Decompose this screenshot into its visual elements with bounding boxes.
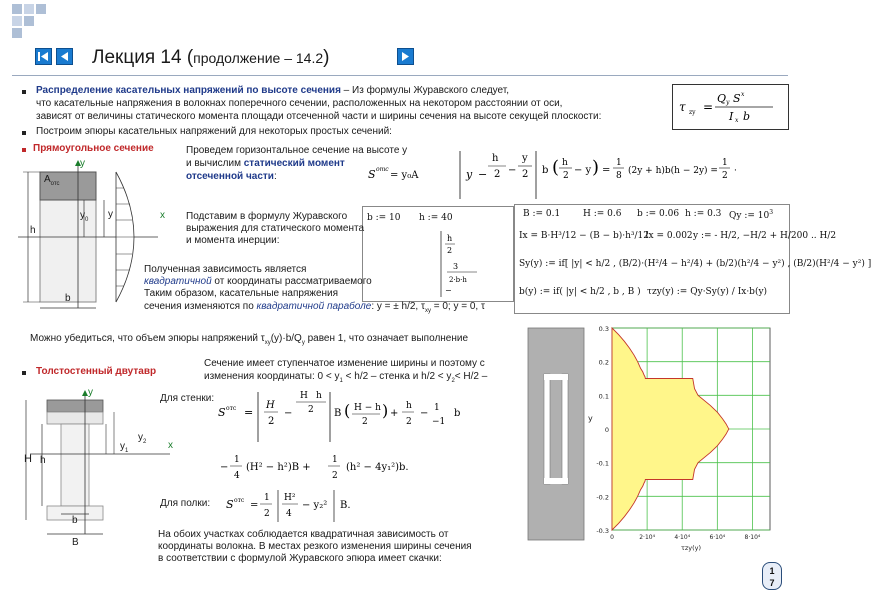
rect-y-label: y — [108, 209, 113, 220]
svg-text:1: 1 — [234, 455, 240, 465]
bullet — [22, 371, 26, 375]
prev-arrow-icon — [57, 49, 72, 64]
ibeam-text-2: изменения координаты: $0 < y_1 < h/2$ – стенка и $h/2 < y_2< H/2$ – — [204, 371, 488, 384]
svg-text:H: H — [300, 391, 308, 401]
decor-square — [12, 4, 22, 14]
intro-line-4: Построим эпюры касательных напряжений для некоторых простых сечений: — [36, 126, 392, 137]
chart-xtick-label: 6·10⁴ — [709, 534, 726, 541]
rect-text-7: Полученная зависимость является — [144, 264, 307, 275]
svg-text:): ) — [382, 401, 389, 420]
svg-text:2: 2 — [268, 416, 275, 427]
svg-text:B.: B. — [340, 500, 351, 511]
svg-text:1: 1 — [434, 403, 440, 413]
rect-text-6: и момента инерции: — [186, 235, 280, 246]
svg-text:−: − — [508, 165, 517, 176]
svg-text:2: 2 — [308, 405, 314, 415]
svg-text:−: − — [220, 462, 229, 473]
svg-text:h: h — [316, 391, 322, 401]
svg-text:x: x — [735, 117, 739, 124]
ibeam-conclusion-1: На обоих участках соблюдается квадратичная зависимость от — [158, 529, 449, 540]
svg-text:S: S — [368, 168, 376, 181]
svg-text:= y₀A: = y₀A — [390, 170, 419, 181]
decor-square — [36, 4, 46, 14]
rect-axis-x: x — [160, 210, 165, 221]
rect-text-1: Проведем горизонтальное сечение на высоте y — [186, 145, 408, 156]
ibeam-section-label: Толстостенный двутавр — [36, 366, 157, 377]
mathcad-Ix-formula: Ix = B·H³/12 − (B − b)·h³/12 — [519, 231, 649, 241]
svg-text:H²: H² — [284, 493, 296, 503]
svg-text:=: = — [250, 500, 259, 511]
rect-y0-label: $y_0$ — [80, 210, 89, 223]
svg-text:B: B — [334, 408, 342, 419]
ibeam-H-label: H — [24, 453, 32, 465]
ibeam-axis-y: y — [88, 387, 93, 398]
first-slide-icon — [36, 49, 51, 64]
svg-text:2: 2 — [494, 169, 501, 180]
svg-text:4: 4 — [234, 471, 240, 481]
mathcad-main-region — [514, 204, 871, 314]
ibeam-b-label: b — [72, 515, 78, 526]
zhuravsky-formula-graphic — [673, 85, 788, 129]
chart-ylabel: y — [588, 414, 593, 423]
decor-square — [24, 16, 34, 26]
mathcad-Sy: Sy(y) := if[ |y| < h/2 , (B/2)·(H²/4 − h²/4) + (b/2)(h²/4 − y²) , (B/2)(H²/4 − y²) ] — [519, 259, 871, 269]
mathcad-B-def: B := 0.1 — [523, 209, 561, 219]
mathcad-small-region — [362, 206, 514, 302]
decor-square — [24, 4, 34, 14]
svg-text:−: − — [420, 408, 429, 419]
svg-text:2: 2 — [332, 471, 338, 481]
svg-text:отс: отс — [376, 166, 389, 173]
rect-text-3: отсеченной части: — [186, 171, 277, 182]
mathcad-y-range: y := - H/2, −H/2 + H/200 .. H/2 — [693, 231, 837, 241]
chart-xtick-label: 8·10⁴ — [744, 534, 761, 541]
formula-tau: τ — [679, 100, 686, 114]
svg-text:− y: − y — [574, 165, 592, 176]
ibeam-conclusion-2: координаты волокна. В местах резкого изменения ширины сечения — [158, 541, 472, 552]
svg-text:1: 1 — [264, 493, 270, 503]
chart-xtick-label: 2·10⁴ — [639, 534, 655, 541]
next-slide-button[interactable] — [397, 48, 414, 65]
svg-text:2: 2 — [406, 417, 412, 427]
page-number: 1 7 — [762, 562, 782, 590]
svg-text:2: 2 — [447, 246, 453, 255]
mathcad-by: b(y) := if( |y| < h/2 , b , B ) — [519, 287, 641, 297]
svg-text:1: 1 — [332, 455, 338, 465]
ibeam-text-1: Сечение имеет ступенчатое изменение ширины и поэтому с — [204, 358, 485, 369]
svg-text:y: y — [522, 153, 528, 164]
rect-text-11: Можно убедиться, что объем эпюры напряжений $\tau_{xy}(y)\cdot b/Q_y$ равен 1, что означает выполнение — [30, 333, 469, 346]
svg-text:S: S — [733, 92, 741, 105]
page-title: Лекция 14 (продолжение – 14.2) — [92, 47, 330, 68]
chart-ytick-label: 0.3 — [598, 325, 609, 333]
svg-text:S: S — [226, 498, 234, 511]
rect-text-9: Таким образом, касательные напряжения — [144, 288, 339, 299]
intro-line-3: зависят от величины статического момента площади отсеченной части и ширины сечения на высоте секущей плоскости: — [36, 111, 602, 122]
svg-text:y: y — [726, 99, 730, 106]
mathcad-tau: τzy(y) := Qy·Sy(y) / Ix·b(y) — [647, 287, 768, 297]
next-arrow-icon — [398, 49, 413, 64]
svg-text:2·b·h: 2·b·h — [449, 276, 467, 284]
svg-text:2: 2 — [563, 171, 569, 181]
svg-text:отс: отс — [234, 497, 245, 504]
rect-text-10: сечения изменяются по квадратичной параболе: y = ± h/2, $\tau_{xy} = 0$; y = 0, τ — [144, 301, 485, 314]
tau-distribution-chart — [584, 318, 790, 558]
rect-text-2: и вычислим статический момент — [186, 158, 345, 169]
svg-text:·: · — [734, 166, 737, 176]
first-slide-button[interactable] — [35, 48, 52, 65]
svg-text:(H² − h²)B +: (H² − h²)B + — [246, 462, 311, 473]
formula-b: b — [743, 110, 751, 123]
decor-square — [12, 16, 22, 26]
bullet — [22, 131, 26, 135]
ibeam-axis-x: x — [168, 440, 173, 451]
svg-text:(2y + h)b(h − 2y) =: (2y + h)b(h − 2y) = — [628, 166, 718, 176]
svg-text:H: H — [266, 400, 275, 411]
svg-text:− y₂²: − y₂² — [302, 500, 328, 511]
ibeam-y2-label: $y_2$ — [138, 432, 147, 445]
svg-text:h: h — [447, 234, 453, 243]
mathcad-Ix-value: Ix = 0.002 — [645, 231, 693, 241]
svg-text:=: = — [703, 100, 714, 114]
intro-line-1: Распределение касательных напряжений по высоте сечения – Из формулы Журавского следует, — [36, 85, 510, 96]
svg-text:+: + — [390, 408, 399, 419]
chart-ytick-label: -0.3 — [596, 527, 609, 535]
chart-xlabel: τzy(y) — [680, 544, 702, 552]
svg-text:h: h — [406, 401, 412, 411]
chart-xtick-label: 0 — [610, 534, 614, 541]
ibeam-y1-label: $y_1$ — [120, 441, 129, 454]
intro-line-2: что касательные напряжения в волокнах поперечного сечении, расположенных на некотором расстоянии от оси, — [36, 98, 563, 109]
svg-text:−: − — [445, 286, 452, 295]
rect-area-label: $A_{отс}$ — [44, 174, 60, 187]
zhuravsky-formula — [672, 84, 789, 130]
svg-text:S: S — [218, 406, 226, 419]
chart-ytick-label: -0.1 — [596, 459, 609, 468]
mathcad-h-def: h := 40 — [419, 213, 453, 223]
formula-num: Q — [717, 92, 727, 105]
rect-section-label: Прямоугольное сечение — [33, 143, 154, 154]
ibeam-gray-shape — [524, 322, 588, 546]
bullet — [22, 90, 26, 94]
rect-text-5: выражения для статического момента — [186, 223, 365, 234]
svg-text:отс: отс — [226, 405, 237, 412]
mathcad-Qy-def: Qy := $10^3$ — [729, 209, 774, 221]
mathcad-b-def: b := 10 — [367, 213, 401, 223]
svg-text:(h² − 4y₁²)b.: (h² − 4y₁²)b. — [346, 462, 409, 473]
rect-b-label: b — [65, 293, 71, 304]
ibeam-figure — [10, 384, 180, 554]
ibeam-flange-formula — [222, 486, 382, 526]
prev-slide-button[interactable] — [56, 48, 73, 65]
rect-text-4: Подставим в формулу Журавского — [186, 211, 348, 222]
ibeam-h-label: h — [40, 455, 46, 466]
svg-text:(: ( — [344, 401, 351, 420]
svg-text:x: x — [741, 91, 745, 98]
rect-axis-y: y — [80, 158, 85, 169]
svg-text:zy: zy — [689, 109, 696, 116]
chart-ytick-label: -0.2 — [596, 493, 609, 502]
mathcad-b-def-main: b := 0.06 — [637, 209, 680, 219]
svg-text:h: h — [492, 153, 499, 164]
svg-text:h: h — [562, 158, 568, 168]
svg-text:=: = — [244, 406, 254, 419]
formula-den: I — [729, 110, 734, 123]
bullet — [22, 148, 26, 152]
svg-text:−: − — [284, 408, 293, 419]
svg-text:y: y — [466, 168, 473, 181]
rect-h-label: h — [30, 225, 36, 236]
mathcad-H-def: H := 0.6 — [583, 209, 622, 219]
ibeam-B-label: B — [72, 537, 79, 548]
title-rule — [12, 75, 788, 76]
svg-text:−: − — [478, 168, 488, 181]
svg-text:b: b — [542, 165, 549, 176]
chart-ytick-label: 0 — [604, 426, 609, 434]
mathcad-small-matrix — [433, 227, 513, 299]
svg-text:2: 2 — [362, 417, 368, 427]
svg-text:b: b — [454, 408, 461, 419]
mathcad-h-def-main: h := 0.3 — [685, 209, 722, 219]
svg-text:1: 1 — [616, 158, 622, 168]
svg-text:4: 4 — [286, 509, 292, 519]
ibeam-conclusion-3: в соответствии с формулой Журавского эпюра имеет скачки: — [158, 553, 442, 564]
svg-text:3: 3 — [453, 262, 459, 271]
svg-text:2: 2 — [264, 509, 270, 519]
ibeam-wall-label: Для стенки: — [160, 393, 215, 404]
svg-text:8: 8 — [616, 171, 622, 181]
chart-xtick-label: 4·10⁴ — [674, 534, 691, 541]
chart-ytick-label: 0.2 — [598, 358, 609, 367]
svg-text:2: 2 — [522, 169, 529, 180]
svg-text:): ) — [592, 157, 600, 178]
chart-ytick-label: 0.1 — [598, 392, 609, 401]
svg-text:2: 2 — [722, 171, 728, 181]
ibeam-wall-formula — [210, 386, 514, 488]
decor-square — [12, 28, 22, 38]
svg-text:H − h: H − h — [354, 403, 381, 413]
svg-text:1: 1 — [722, 158, 728, 168]
svg-text:−1: −1 — [432, 417, 446, 427]
ibeam-flange-label: Для полки: — [160, 498, 211, 509]
svg-text:=: = — [602, 165, 611, 176]
rect-text-8: квадратичной от координаты рассматриваемого — [144, 276, 372, 287]
static-moment-formula — [366, 145, 791, 203]
svg-text:(: ( — [552, 157, 560, 178]
